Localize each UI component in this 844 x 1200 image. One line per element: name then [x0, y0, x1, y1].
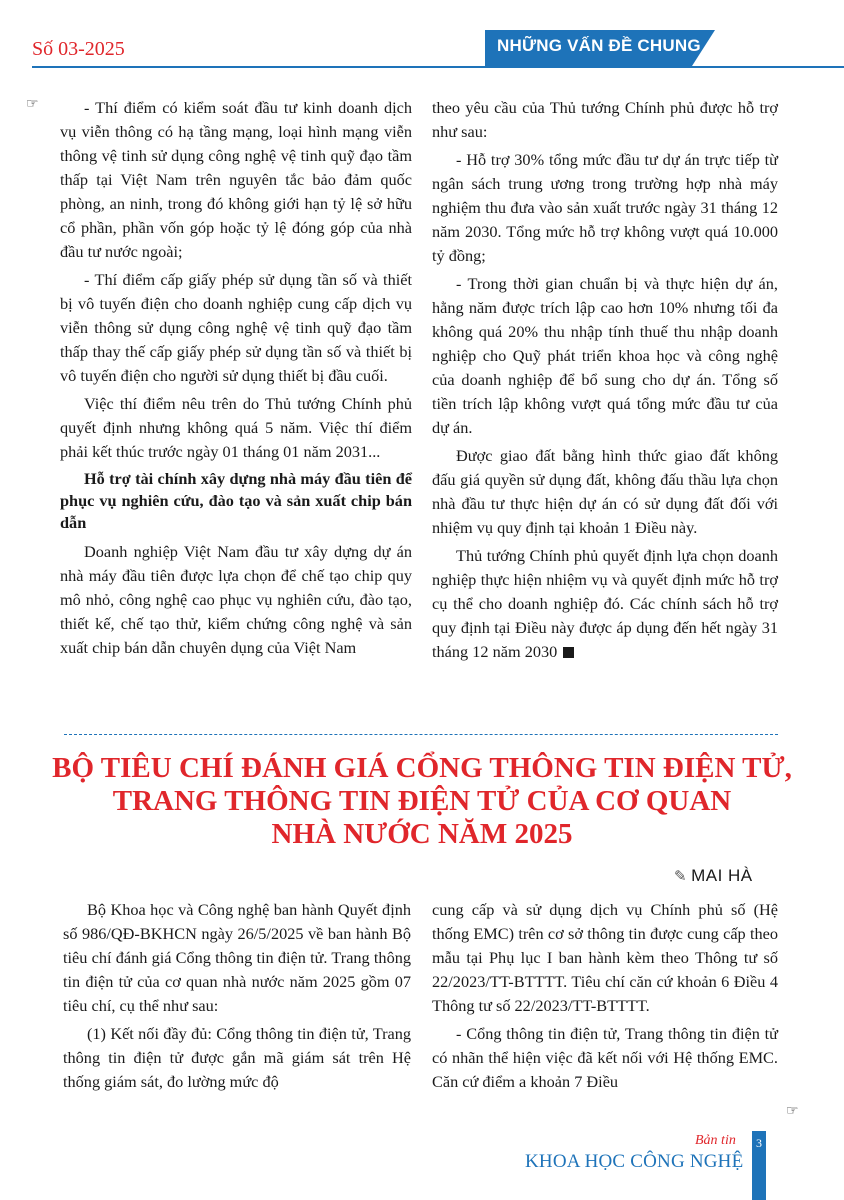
- article-title: [40, 752, 804, 851]
- column-bottom-left: [63, 898, 411, 1098]
- end-square-icon: [563, 647, 574, 658]
- paragraph: - Thí điểm có kiểm soát đầu tư kinh doanh dịch vụ viễn thông có hạ tầng mạng, loại hình mạng viễn thông vệ tinh sử dụng công nghệ vệ tinh quỹ đạo tầm thấp tại Việt Nam trên nguyên tắc bảo đảm quốc phòng, an ninh, trong đó không giới hạn tỷ lệ sở hữu cổ phần, phần vốn góp hoặc tỷ lệ đóng góp của nhà đầu tư nước ngoài;: [60, 98, 412, 261]
- paragraph: Được giao đất bằng hình thức giao đất không đấu giá quyền sử dụng đất, không đấu thầu lựa chọn nhà đầu tư thực hiện dự án có sử dụng đất đối với nhiệm vụ quy định tại khoản 1 Điều này.: [432, 446, 778, 537]
- magazine-name: KHOA HỌC CÔNG NGHỆ: [525, 1151, 744, 1172]
- paragraph: - Cổng thông tin điện tử, Trang thông tin điện tử có nhãn thể hiện việc đã kết nối với Hệ thống EMC. Căn cứ điểm a khoản 7 Điều: [432, 1024, 778, 1091]
- page-number: 3: [756, 1136, 762, 1150]
- paragraph: Bộ Khoa học và Công nghệ ban hành Quyết định số 986/QĐ-BKHCN ngày 26/5/2025 về ban hành Bộ tiêu chí đánh giá Cổng thông tin điện tử. Trang thông tin điện tử của cơ quan nhà nước năm 2025 gồm 07 tiêu chí, cụ thể như sau:: [63, 900, 411, 1015]
- pointing-hand-icon: ☞: [786, 1103, 799, 1119]
- pointing-hand-icon: ☞: [26, 96, 39, 112]
- column-bottom-right: [432, 898, 778, 1098]
- title-line: NHÀ NƯỚC NĂM 2025: [271, 818, 573, 850]
- author-byline: [674, 866, 753, 886]
- column-top-right: [432, 96, 778, 668]
- section-title: NHỮNG VẤN ĐỀ CHUNG: [497, 36, 701, 55]
- paragraph: Việc thí điểm nêu trên do Thủ tướng Chính phủ quyết định nhưng không quá 5 năm. Việc thí điểm phải kết thúc trước ngày 01 tháng 01 năm 2031...: [60, 394, 412, 461]
- paragraph: - Trong thời gian chuẩn bị và thực hiện dự án, hằng năm được trích lập cao hơn 10% nhưng tối đa không quá 20% thu nhập tính thuế thu nhập doanh nghiệp cho Quỹ phát triển khoa học và công nghệ của doanh nghiệp để bổ sung cho dự án. Tổng số tiền trích lập không vượt quá tổng mức đầu tư của dự án.: [432, 274, 778, 437]
- paragraph: Doanh nghiệp Việt Nam đầu tư xây dựng dự án nhà máy đầu tiên được lựa chọn để chế tạo chip quy mô nhỏ, công nghệ cao phục vụ nghiên cứu, đào tạo, thiết kế, chế tạo thử, kiểm chứng công nghệ và sản xuất chip bán dẫn chuyên dụng của Việt Nam: [60, 542, 412, 657]
- author-name: MAI HÀ: [691, 866, 753, 885]
- title-line: BỘ TIÊU CHÍ ĐÁNH GIÁ CỔNG THÔNG TIN ĐIỆN TỬ,: [52, 752, 792, 784]
- paragraph: [432, 544, 778, 664]
- title-line: TRANG THÔNG TIN ĐIỆN TỬ CỦA CƠ QUAN: [112, 785, 732, 817]
- paragraph: - Hỗ trợ 30% tổng mức đầu tư dự án trực tiếp từ ngân sách trung ương trong trường hợp nhà máy nghiệm thu đưa vào sản xuất trước ngày 31 tháng 12 năm 2030. Tổng mức hỗ trợ không vượt quá 10.000 tỷ đồng;: [432, 150, 778, 265]
- pen-icon: ✎: [674, 868, 688, 885]
- section-heading: Hỗ trợ tài chính xây dựng nhà máy đầu tiên để phục vụ nghiên cứu, đào tạo và sản xuất chip bán dẫn: [60, 469, 412, 532]
- paragraph: cung cấp và sử dụng dịch vụ Chính phủ số (Hệ thống EMC) trên cơ sở thông tin được cung cấp theo mẫu tại Phụ lục I ban hành kèm theo Thông tư số 22/2023/TT-BTTTT. Tiêu chí căn cứ khoản 6 Điều 4 Thông tư số 22/2023/TT-BTTTT.: [432, 900, 778, 1015]
- issue-number: Số 03-2025: [32, 38, 125, 60]
- paragraph: - Thí điểm cấp giấy phép sử dụng tần số và thiết bị vô tuyến điện cho doanh nghiệp cung cấp dịch vụ viễn thông sử dụng công nghệ vệ tinh quỹ đạo tầm thấp thay thế cấp giấy phép sử dụng tần số và thiết bị vô tuyến điện cho người sử dụng thiết bị đầu cuối.: [60, 270, 412, 385]
- column-top-left: [60, 96, 412, 664]
- paragraph: theo yêu cầu của Thủ tướng Chính phủ được hỗ trợ như sau:: [432, 98, 778, 141]
- bulletin-label: Bản tin: [695, 1133, 736, 1148]
- paragraph: (1) Kết nối đầy đủ: Cổng thông tin điện tử, Trang thông tin điện tử được gắn mã giám sát trên Hệ thống giám sát, đo lường mức độ: [63, 1024, 411, 1091]
- header-rule: [32, 66, 844, 68]
- paragraph-text: Thủ tướng Chính phủ quyết định lựa chọn doanh nghiệp thực hiện nhiệm vụ và quyết định mức hỗ trợ cụ thể cho doanh nghiệp đó. Các chính sách hỗ trợ quy định tại Điều này được áp dụng đến hết ngày 31 tháng 12 năm 2030: [432, 546, 778, 661]
- article-separator: [64, 734, 778, 735]
